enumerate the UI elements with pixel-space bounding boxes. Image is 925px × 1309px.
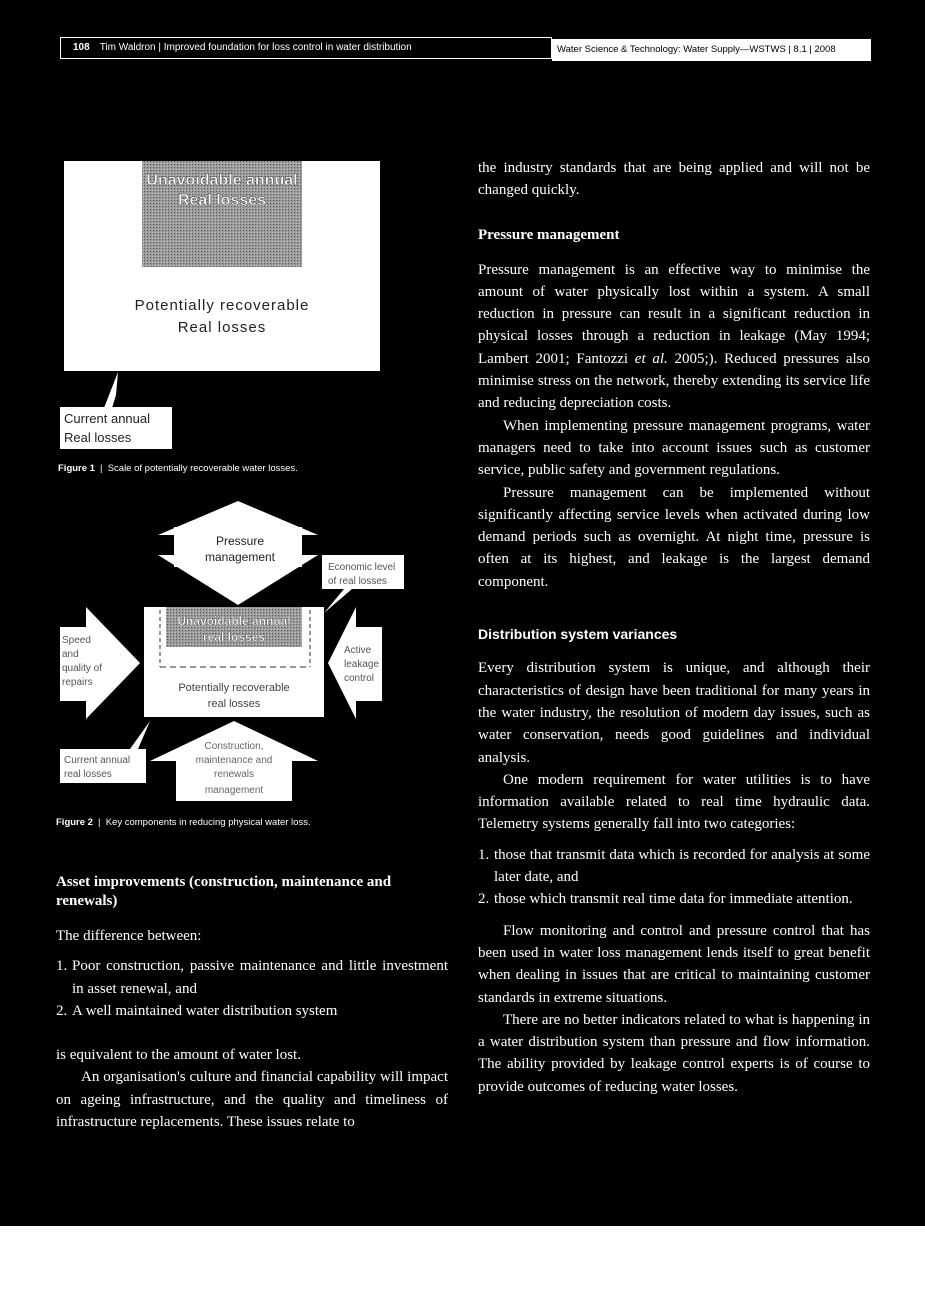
- economic-pointer: [324, 589, 352, 613]
- list-item-text: those which transmit real time data for immediate attention.: [494, 891, 853, 908]
- right-para-7: There are no better indicators related to what is happening in a water distribution system than pressure and flow information. The ability provided by leakage control experts is of course to provide outcomes of reducing water losses.: [478, 1011, 870, 1095]
- fig1-unavoidable-line1: Unavoidable annual: [146, 172, 298, 189]
- fig2-recoverable-line1: Potentially recoverable: [178, 682, 290, 694]
- figure-1: [54, 155, 384, 455]
- distribution-variances-heading: Distribution system variances: [478, 626, 678, 643]
- fig2-construction-line1: Construction,: [204, 741, 264, 752]
- figure-1-caption-text: Scale of potentially recoverable water losses.: [107, 463, 298, 474]
- fig1-recoverable-line2: Real losses: [177, 319, 267, 336]
- fig2-construction-line2: maintenance and: [195, 755, 273, 766]
- asset-improvements-heading: Asset improvements (construction, maintenance and renewals): [56, 874, 392, 909]
- fig2-economic-line1: Economic level: [328, 562, 396, 573]
- page-number: 108: [73, 42, 90, 53]
- fig2-economic-line2: of real losses: [328, 576, 387, 587]
- right-para-1-etal: et al.: [634, 350, 668, 367]
- left-list: [56, 955, 448, 1022]
- current-pointer: [130, 721, 150, 749]
- fig2-recoverable-line2: real losses: [207, 698, 261, 710]
- fig2-current-line2: real losses: [64, 769, 112, 780]
- left-para-2: An organisation's culture and financial capability will impact on ageing infrastructure, and the quality and timeliness of infrastructure replacements. These issues relate to: [56, 1069, 448, 1131]
- fig2-current-line1: Current annual: [64, 755, 131, 766]
- right-para-4: Every distribution system is unique, and although their characteristics of design have been traditional for many years in the water industry, the resolution of modern day issues, such as water conservation, needs good guidelines and individual analysis.: [478, 660, 870, 766]
- fig2-speed-line1: Speed: [62, 635, 91, 646]
- fig1-pointer: [104, 372, 118, 408]
- list-item: [56, 955, 448, 1000]
- right-para-1-text-b: 2005;). Reduced pressures also minimise stress on the network, thereby extending its service life and reducing depreciation costs.: [478, 350, 870, 412]
- list-item-text: A well maintained water distribution system: [72, 1002, 338, 1019]
- figure-2-caption: Figure 2 | Key components in reducing physical water loss.: [56, 817, 311, 828]
- fig2-pressure-line1: Pressure: [215, 534, 265, 548]
- fig2-construction-line4: management: [204, 785, 264, 796]
- right-column: [478, 157, 870, 1098]
- list-item-text: Poor construction, passive maintenance and little investment in asset renewal, and: [72, 958, 448, 997]
- fig2-active-line1: Active: [344, 645, 372, 656]
- journal-citation: Water Science & Technology: Water Supply—WSTWS | 8.1 | 2008: [552, 39, 871, 61]
- running-header: [60, 37, 552, 59]
- list-item-number: 2.: [56, 1002, 68, 1019]
- right-para-3: Pressure management can be implemented without significantly affecting service levels when activated during low demand periods such as overnight. At night time, pressure is often at its highest, and leakage is the largest demand component.: [478, 484, 870, 590]
- pressure-management-heading: Pressure management: [478, 226, 620, 243]
- list-item: [478, 844, 870, 889]
- right-para-2: When implementing pressure management programs, water managers need to take into account issues such as customer service, public safety and government regulations.: [478, 417, 870, 479]
- fig1-unavoidable-line2: Real losses: [177, 192, 267, 209]
- fig2-unavoidable-line1: Unavoidable annual: [177, 614, 291, 628]
- right-para-5: One modern requirement for water utilities is to have information available related to real time hydraulic data. Telemetry systems generally fall into two categories:: [478, 771, 870, 833]
- fig2-speed-line4: repairs: [62, 677, 93, 688]
- fig1-current-line2: Real losses: [64, 430, 132, 445]
- list-item-number: 2.: [478, 891, 490, 908]
- figure-1-label: Figure 1: [58, 463, 95, 474]
- right-list: [478, 844, 870, 911]
- figure-2-label: Figure 2: [56, 817, 93, 828]
- fig1-current-line1: Current annual: [64, 411, 150, 426]
- fig2-speed-line3: quality of: [62, 663, 103, 674]
- left-column: [56, 873, 448, 1133]
- list-item: [56, 1000, 448, 1022]
- figure-2-caption-text: Key components in reducing physical water loss.: [105, 817, 311, 828]
- fig2-construction-line3: renewals: [213, 769, 255, 780]
- list-item-text: those that transmit data which is recorded for analysis at some later date, and: [494, 846, 870, 886]
- figure-1-caption: Figure 1 | Scale of potentially recoverable water losses.: [58, 463, 298, 474]
- list-item: [478, 888, 870, 910]
- fig2-speed-line2: and: [62, 649, 79, 660]
- fig2-unavoidable-line2: real losses: [202, 630, 266, 644]
- left-para-1: is equivalent to the amount of water lost.: [56, 1047, 301, 1064]
- fig2-pressure-line2: management: [204, 550, 276, 564]
- left-intro: The difference between:: [56, 928, 202, 944]
- right-para-1: [478, 259, 870, 415]
- right-para-6: Flow monitoring and control and pressure control that has been used in water loss management lends itself to great benefit when dealing in issues that are critical to maintaining customer standards in extreme situations.: [478, 922, 870, 1006]
- fig1-recoverable-line1: Potentially recoverable: [134, 297, 310, 314]
- running-head-title: Tim Waldron | Improved foundation for loss control in water distribution: [99, 42, 412, 53]
- list-item-number: 1.: [478, 846, 490, 863]
- right-para-0: the industry standards that are being applied and will not be changed quickly.: [478, 160, 870, 199]
- fig2-active-line3: control: [344, 673, 375, 684]
- list-item-number: 1.: [56, 958, 68, 975]
- fig2-active-line2: leakage: [344, 659, 380, 670]
- right-para-1-text-a: Pressure management is an effective way to minimise the amount of water physically lost within a system. A small reduction in pressure can result in a significant reduction in physical losses through a reduction in leakage (May 1994; Lambert 2001; Fantozzi: [478, 261, 870, 367]
- figure-2: [56, 495, 416, 805]
